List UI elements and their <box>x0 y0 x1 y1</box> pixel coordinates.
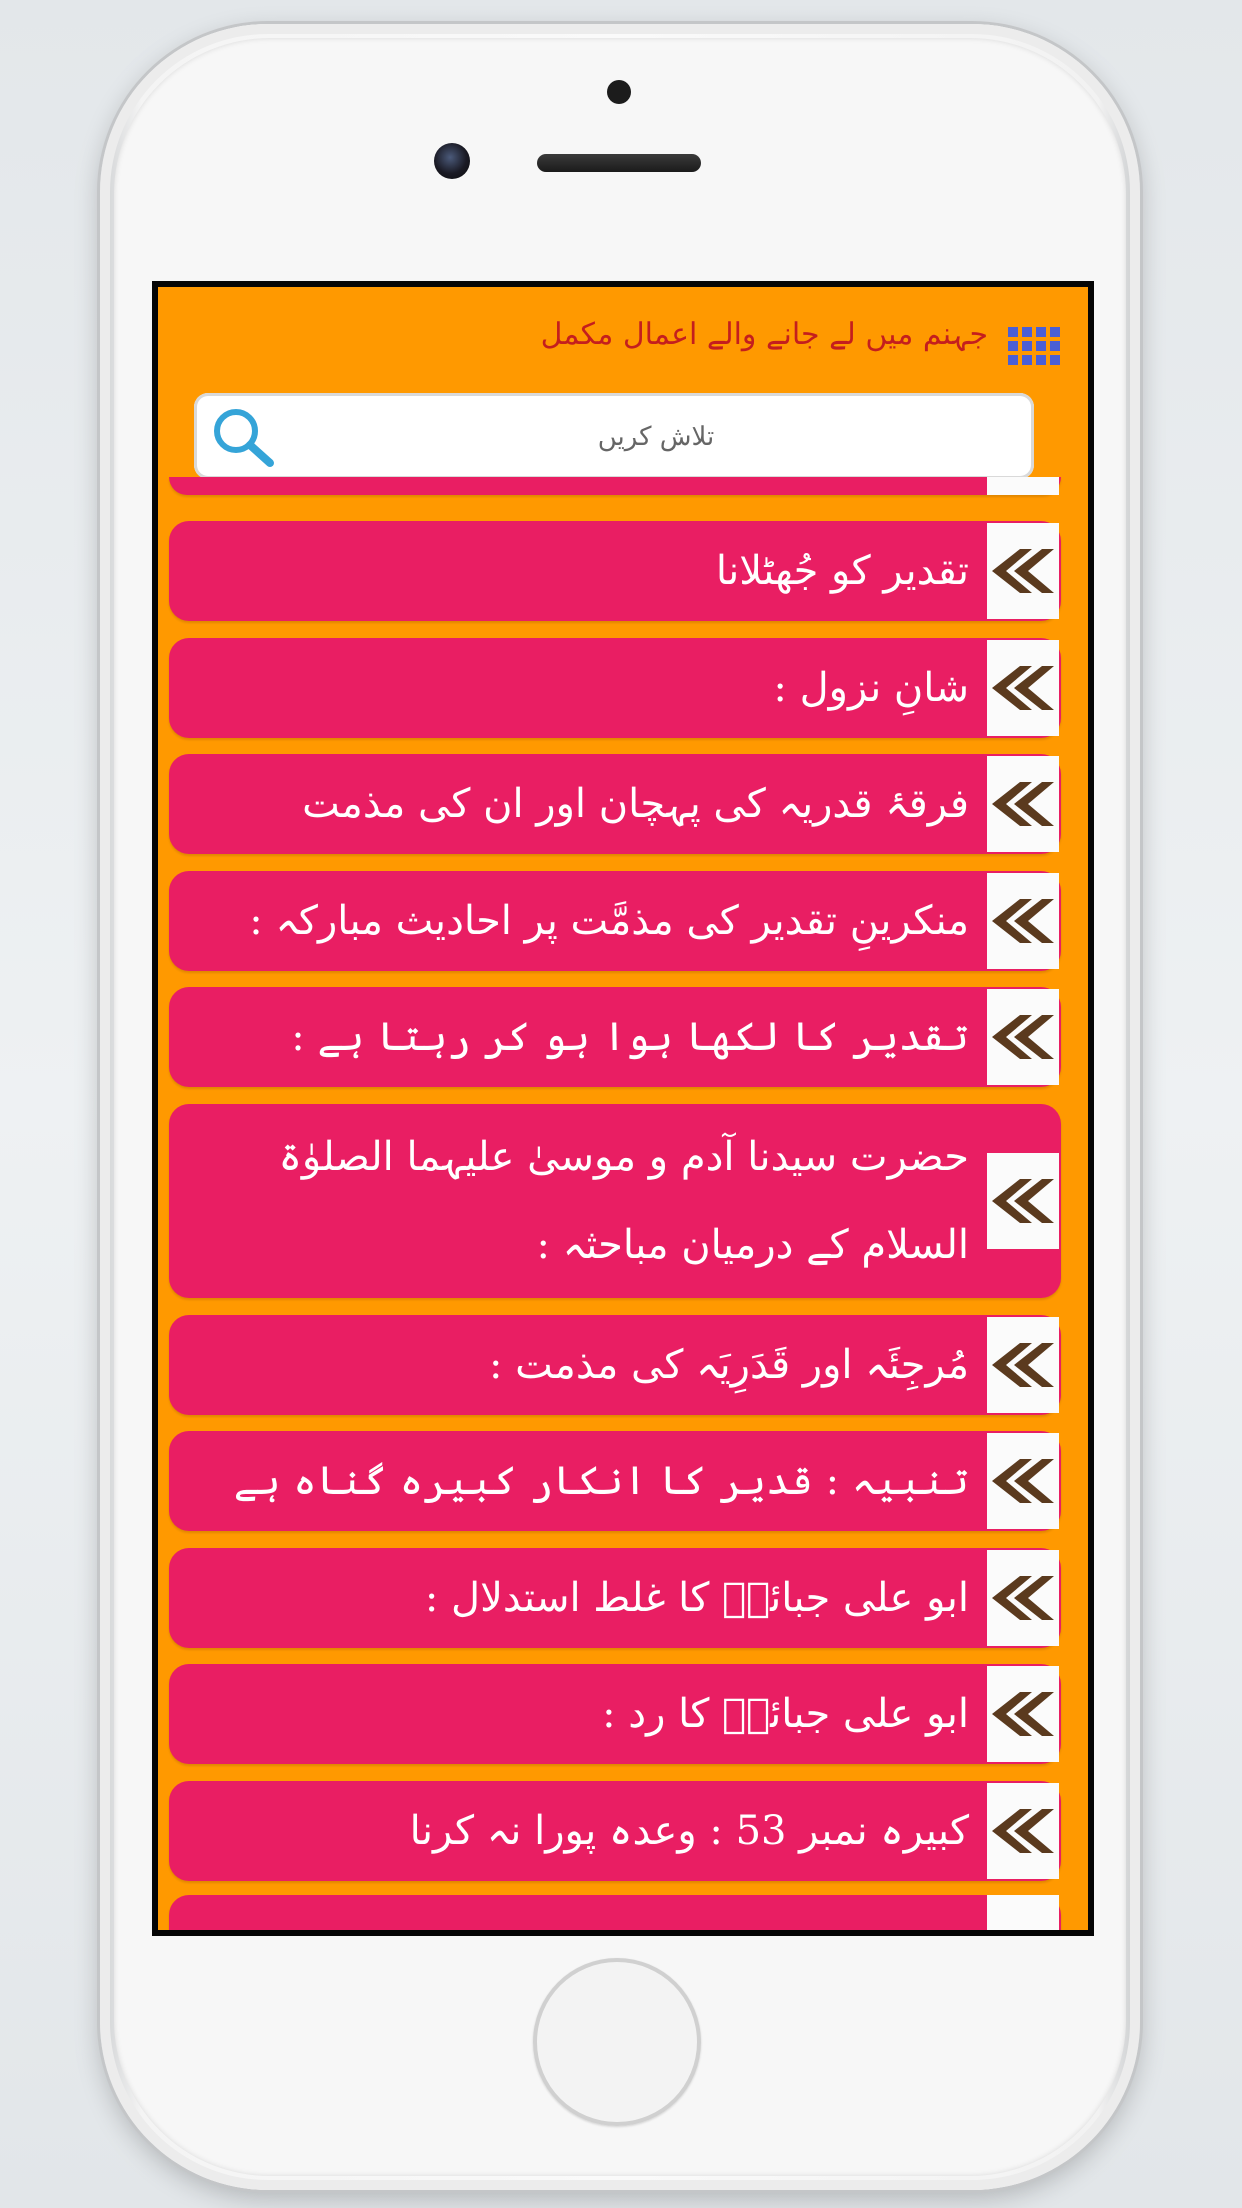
grid-menu-icon[interactable] <box>1008 327 1060 371</box>
list-item-label: تنبیہ : قدیر کا انکار کبیرہ گناہ ہے <box>233 1458 969 1504</box>
list-item[interactable] <box>169 871 1061 971</box>
proximity-sensor <box>607 80 631 104</box>
list-item-partial-bottom[interactable] <box>169 1895 1061 1936</box>
list-item-label: منکرینِ تقدیر کی مذمَّت پر احادیث مبارکہ : <box>249 898 969 944</box>
list-item[interactable] <box>169 521 1061 621</box>
home-button[interactable] <box>533 1958 701 2126</box>
double-chevron-left-icon <box>987 477 1059 495</box>
list-item[interactable] <box>169 638 1061 738</box>
app-title: جہنم میں لے جانے والے اعمال مکمل <box>540 317 988 352</box>
double-chevron-left-icon <box>987 1433 1059 1529</box>
double-chevron-left-icon <box>987 1153 1059 1249</box>
list-item[interactable] <box>169 987 1061 1087</box>
list-item-partial-top[interactable] <box>169 477 1061 495</box>
double-chevron-left-icon <box>987 1550 1059 1646</box>
list-item-label: حضرت سیدنا آدم و موسیٰ علیہما الصلوٰۃ السلام کے درمیان مباحثہ : <box>278 1134 969 1268</box>
list-item[interactable] <box>169 1548 1061 1648</box>
list-item-label: تقدیر کو جُھٹلانا <box>715 548 969 594</box>
list-item-label: ابو علی جبائیؔ کا غلط استدلال : <box>424 1575 969 1621</box>
earpiece-speaker <box>537 154 701 172</box>
double-chevron-left-icon <box>987 523 1059 619</box>
double-chevron-left-icon <box>987 756 1059 852</box>
list-item-label: تقدیر کا لکھا ہوا ہو کر رہتا ہے : <box>291 1014 969 1060</box>
double-chevron-left-icon <box>987 1317 1059 1413</box>
list-item-label: مُرجِئَہ اور قَدَرِیَہ کی مذمت : <box>488 1342 969 1388</box>
front-camera <box>434 143 470 179</box>
app-screen <box>152 281 1094 1936</box>
double-chevron-left-icon <box>987 873 1059 969</box>
double-chevron-left-icon <box>987 989 1059 1085</box>
list-item-label: فرقۂ قدریہ کی پہچان اور ان کی مذمت <box>302 781 969 827</box>
list-item-label: ابو علی جبائیؔ کا رد : <box>602 1691 969 1737</box>
double-chevron-left-icon <box>987 1783 1059 1879</box>
double-chevron-left-icon <box>987 640 1059 736</box>
search-input[interactable] <box>294 411 1018 463</box>
search-bar <box>194 393 1034 479</box>
list-item-label: شانِ نزول : <box>773 665 969 711</box>
list-item[interactable] <box>169 1781 1061 1881</box>
double-chevron-left-icon <box>987 1666 1059 1762</box>
list-item[interactable] <box>169 1104 1061 1298</box>
app-header <box>158 287 1088 377</box>
list-item[interactable] <box>169 1431 1061 1531</box>
search-icon[interactable] <box>208 403 278 469</box>
list-item[interactable] <box>169 1315 1061 1415</box>
list-item-label: کبیرہ نمبر 53 : وعدہ پورا نہ کرنا <box>409 1808 969 1854</box>
list-item[interactable] <box>169 754 1061 854</box>
double-chevron-left-icon <box>987 1895 1059 1936</box>
list-item[interactable] <box>169 1664 1061 1764</box>
